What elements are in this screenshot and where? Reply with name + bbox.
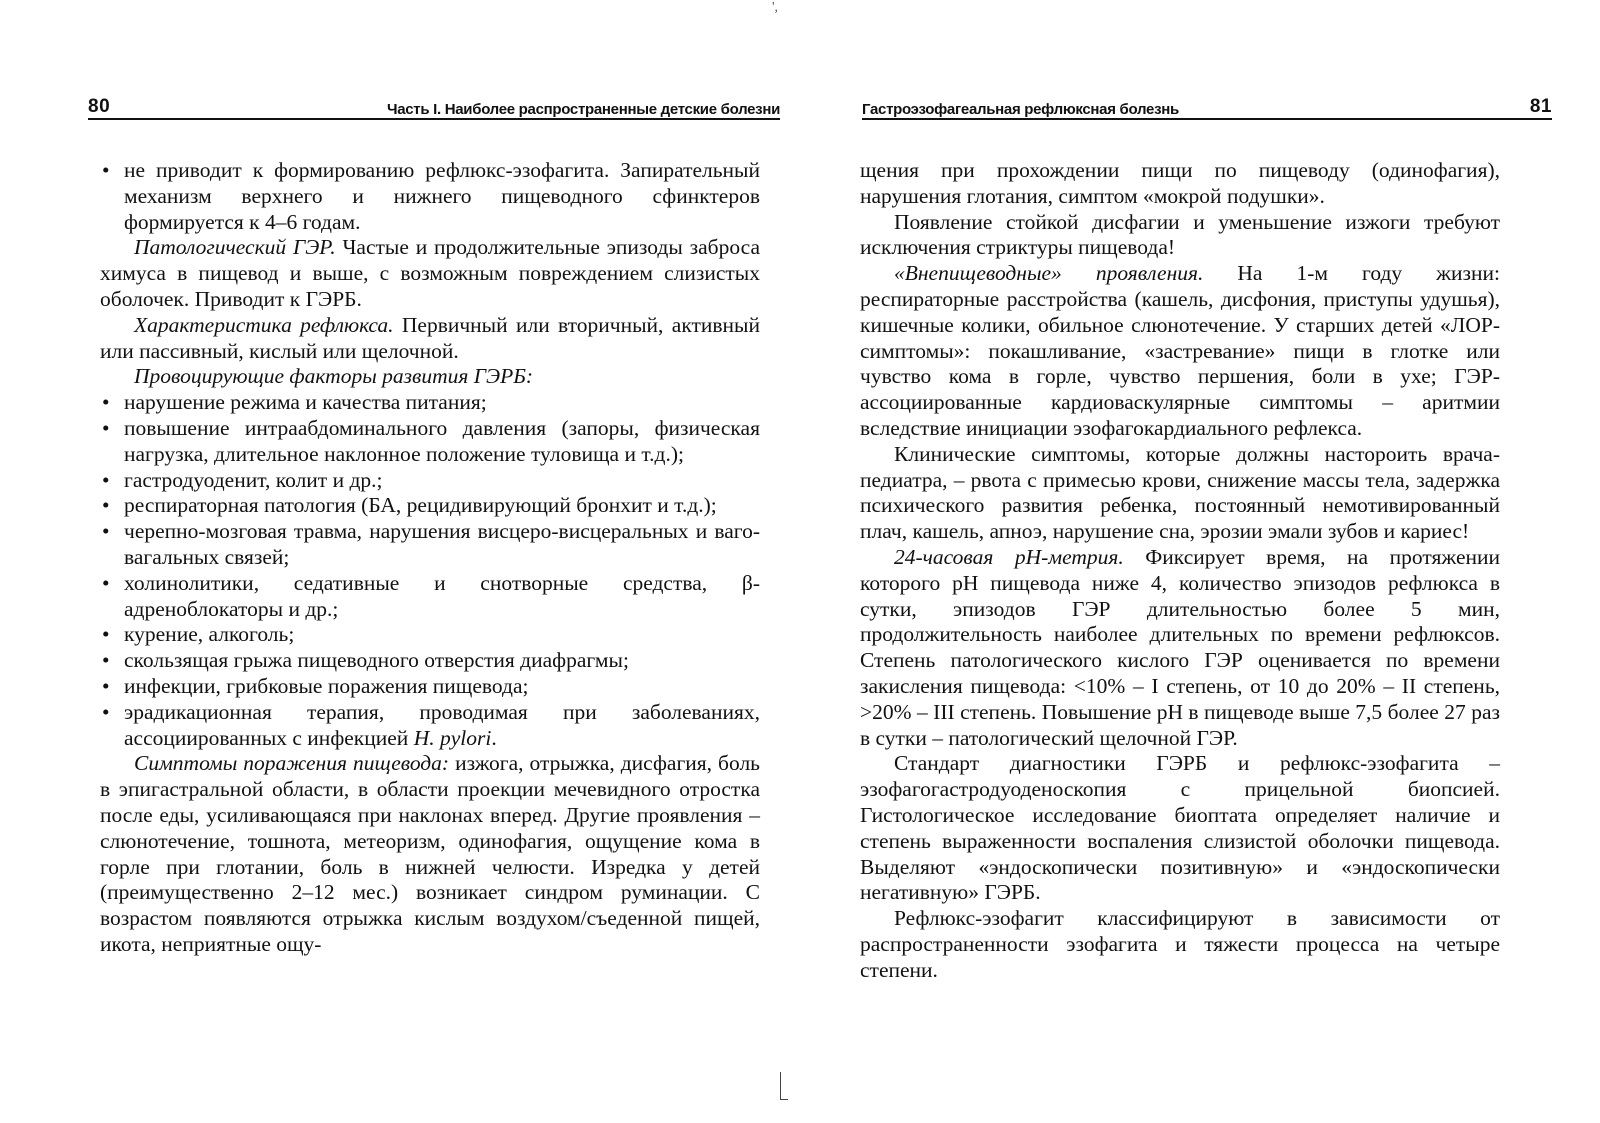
symptoms-paragraph — [100, 751, 760, 957]
list-item: • курение, алкоголь; — [100, 622, 760, 648]
list-item: • скользящая грыжа пищеводного отверстия диафрагмы; — [100, 648, 760, 674]
factors-heading: Провоцирующие факторы развития ГЭРБ: — [134, 364, 534, 389]
list-item-end: . — [491, 725, 497, 750]
paragraph-text: Первичный или вторичный, активный или пассивный, кислый или щелочной. — [100, 312, 760, 363]
right-page-body — [860, 158, 1500, 984]
list-item: • холинолитики, седативные и снотворные средства, β-адреноблокаторы и др.; — [100, 571, 760, 623]
right-page-number: 81 — [1529, 96, 1552, 117]
left-page-body — [100, 158, 760, 958]
clinical-symptoms-paragraph: Клинические симптомы, которые должны настороить врача-педиатра, – рвота с примесью крови, снижение массы тела, задержка психического развития ребенка, постоянный немотивированный плач, кашель, апноэ, нарушение сна, эрозии эмали зубов и кариес! — [860, 441, 1500, 544]
scan-mark-bottom — [780, 1072, 789, 1100]
right-running-head — [862, 92, 1552, 120]
list-item-text: эрадикационная терапия, проводимая при заболеваниях, ассоциированных с инфекцией — [124, 699, 760, 750]
classification-paragraph: Рефлюкс-эзофагит классифицируют в зависимости от распространенности эзофагита и тяжести процесса на четыре степени. — [860, 906, 1500, 982]
list-item: • респираторная патология (БА, рецидивирующий бронхит и т.д.); — [100, 493, 760, 519]
pathogen-name: H. pylori — [413, 725, 492, 750]
paragraph-heading: Патологический ГЭР. — [134, 235, 336, 260]
left-running-title: Часть I. Наиболее распространенные детские болезни — [386, 101, 780, 118]
ph-metry-paragraph — [860, 545, 1500, 751]
paragraph-text: На 1-м году жизни: респираторные расстройства (кашель, дисфония, приступы удушья), кишечные колики, обильное слюнотечение. У старших детей «ЛОР-симптомы»: покашливание, «застревание» пищи в глотке или чувство кома в горле, чувство першения, боли в ухе; ГЭР-ассоциированные кардиоваскулярные симптомы – аритмии вследствие инициации эзофагокардиального рефлекса. — [860, 261, 1501, 440]
list-item: • черепно-мозговая травма, нарушения висцеро-висцеральных и ваго-вагальных связей; — [100, 519, 760, 571]
dysphagia-paragraph: Появление стойкой дисфагии и уменьшение изжоги требуют исключения стриктуры пищевода! — [860, 209, 1500, 260]
paragraph-heading: Характеристика рефлюкса. — [134, 312, 394, 337]
list-item: • гастродуоденит, колит и др.; — [100, 468, 760, 494]
paragraph-text: изжога, отрыжка, дисфагия, боль в эпигастральной области, в области проекции мечевидного отростка после еды, усиливающаяся при наклонах вперед. Другие проявления – слюнотечение, тошнота, метеоризм, одинофагия, ощущение кома в горле при глотании, боль в нижней челюсти. Изредка у детей (преимущественно 2–12 мес.) возникает синдром руминации. С возрастом появляются отрыжка кислым воздухом/съеденной пищей, икота, неприятные ощу- — [100, 751, 760, 956]
list-item: • инфекции, грибковые поражения пищевода; — [100, 674, 760, 700]
right-page — [800, 0, 1600, 1123]
paragraph-text: Частые и продолжительные эпизоды заброса химуса в пищевод и выше, с возможным повреждением слизистых оболочек. Приводит к ГЭРБ. — [100, 235, 760, 311]
list-item: • не приводит к формированию рефлюкс-эзофагита. Запирательный механизм верхнего и нижнего пищеводного сфинктеров формируется к 4–6 годам. — [100, 158, 760, 235]
paragraph-text: Фиксирует время, на протяжении которого pH пищевода ниже 4, количество эпизодов рефлюкса в сутки, эпизодов ГЭР длительностью более 5 мин, продолжительность наиболее длительных по времени рефлюксов. Степень патологического кислого ГЭР оценивается по времени закисления пищевода: <10% – I степень, от 10 до 20% – II степень, >20% – III степень. Повышение pH в пищеводе выше 7,5 более 27 раз в сутки – патологический щелочной ГЭР. — [860, 544, 1500, 750]
reflux-characteristics-paragraph — [100, 313, 760, 365]
left-page-number: 80 — [88, 96, 111, 117]
left-running-head — [88, 92, 780, 120]
factors-list — [100, 390, 760, 751]
paragraph-heading: Симптомы поражения пищевода: — [134, 751, 450, 776]
continued-bullet-list — [100, 158, 760, 235]
right-running-title: Гастроэзофагеальная рефлюксная болезнь — [862, 101, 1179, 118]
list-item — [100, 700, 760, 752]
list-item: • повышение интраабдоминального давления (запоры, физическая нагрузка, длительное наклонное положение туловища и т.д.); — [100, 416, 760, 468]
pathological-ger-paragraph — [100, 235, 760, 312]
list-item: • нарушение режима и качества питания; — [100, 390, 760, 416]
diagnostics-standard-paragraph: Стандарт диагностики ГЭРБ и рефлюкс-эзофагита – эзофагогастродуоденоскопия с прицельной биопсией. Гистологическое исследование биоптата определяет наличие и степень выраженности воспаления слизистой оболочки пищевода. Выделяют «эндоскопически позитивную» и «эндоскопически негативную» ГЭРБ. — [860, 751, 1500, 905]
paragraph-heading: 24-часовая pH-метрия. — [894, 544, 1124, 569]
scan-mark-top: ', — [772, 0, 779, 15]
paragraph-heading: «Внепищеводные» проявления. — [894, 261, 1204, 286]
continued-paragraph: щения при прохождении пищи по пищеводу (одинофагия), нарушения глотания, симптом «мокрой подушки». — [860, 158, 1500, 208]
extraesophageal-paragraph — [860, 261, 1500, 442]
